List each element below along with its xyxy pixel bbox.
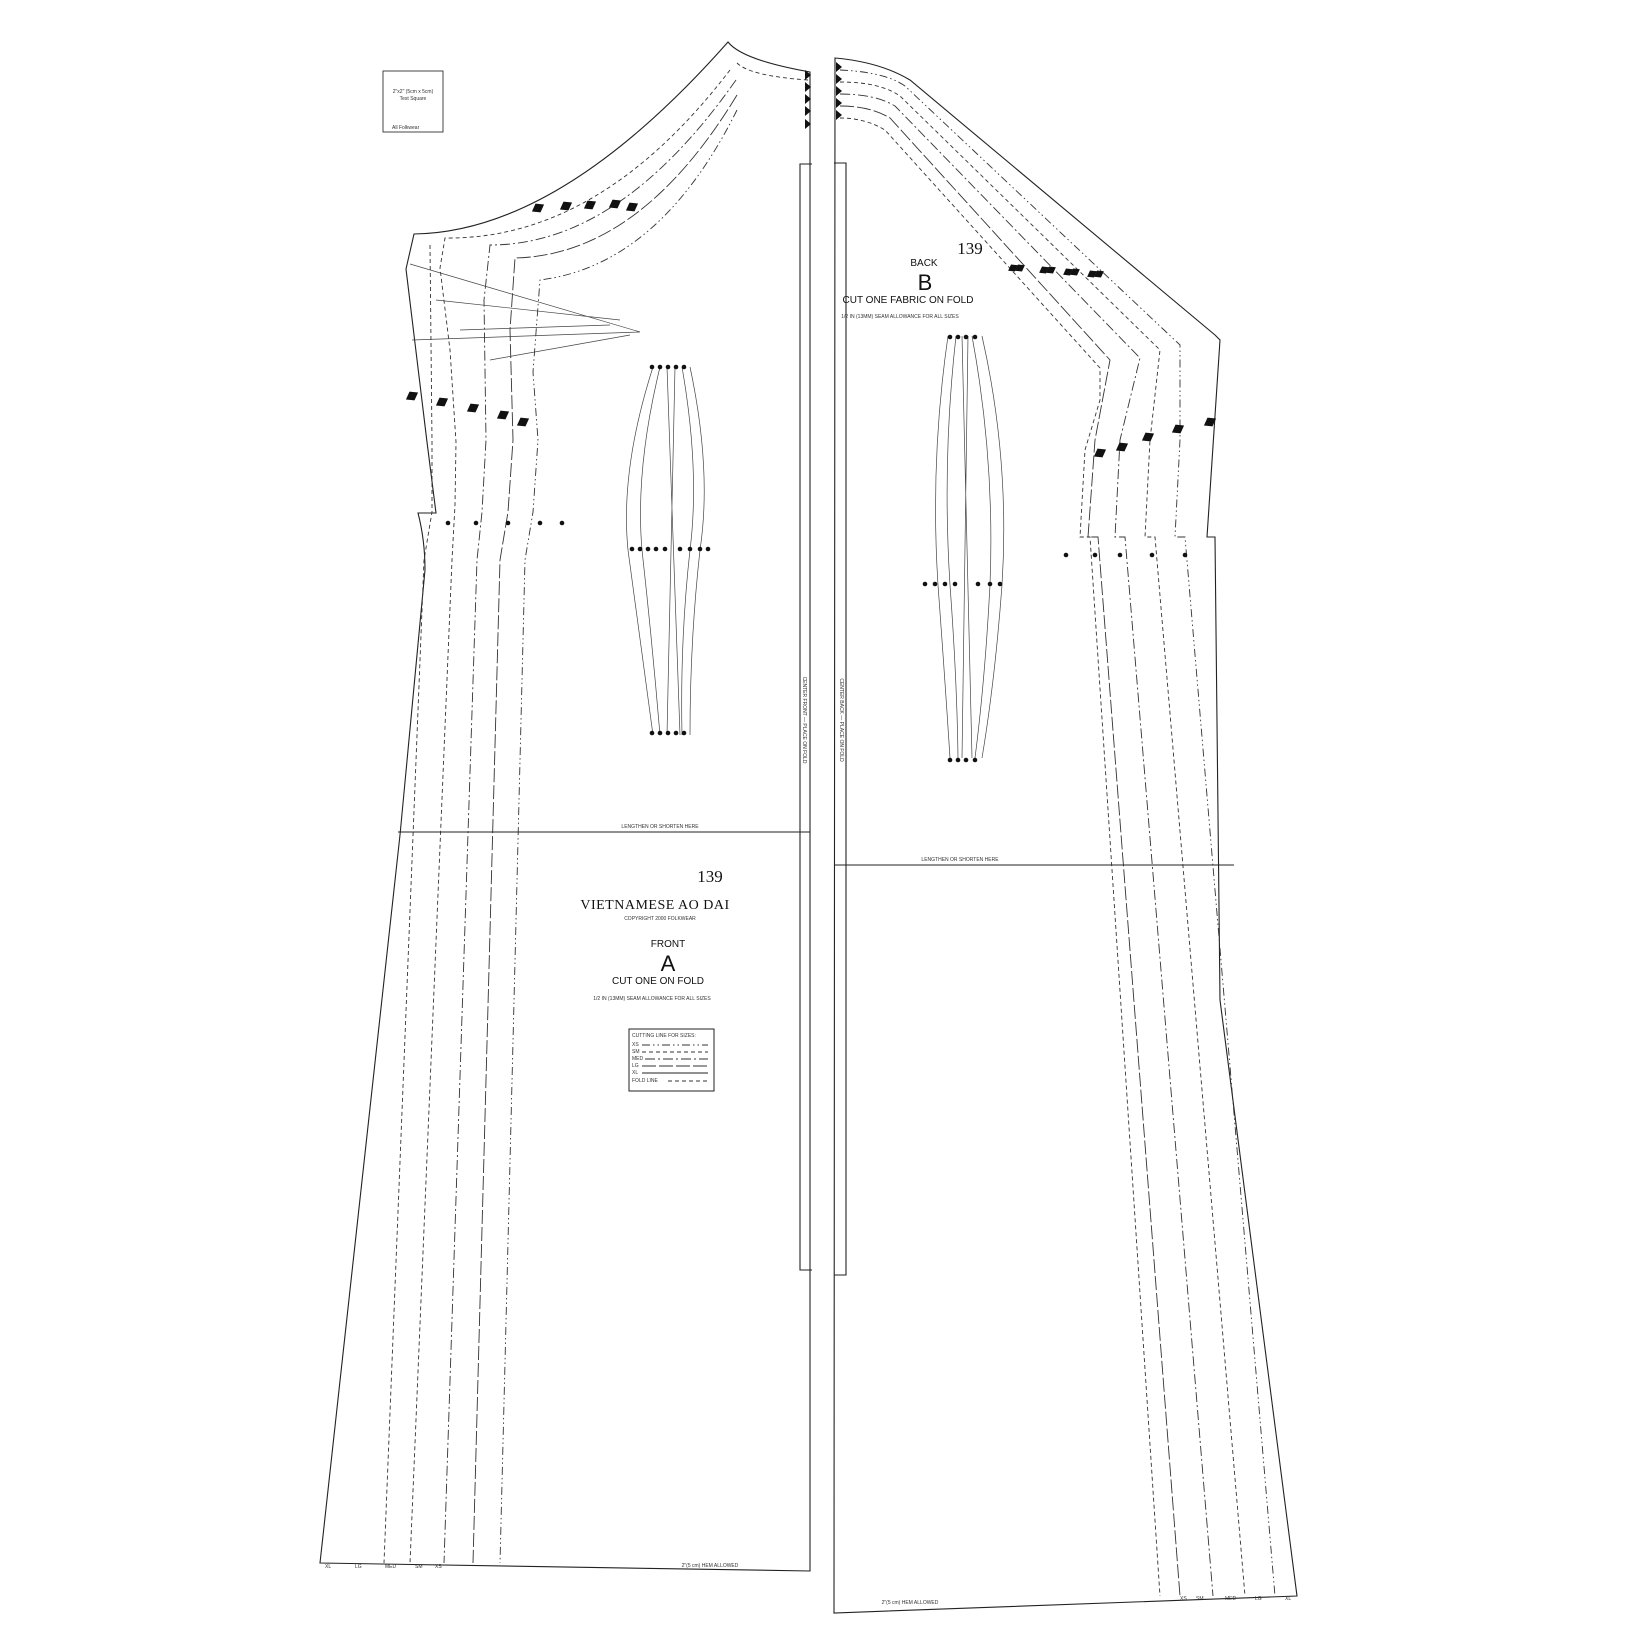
back-dart-bottom-dot (973, 758, 978, 763)
legend-title: CUTTING LINE FOR SIZES: (632, 1033, 696, 1039)
back-lengthen-label: LENGTHEN OR SHORTEN HERE (921, 857, 999, 863)
front-copyright: COPYRIGHT 2000 FOLKWEAR (624, 916, 696, 922)
front-dart-dot (654, 547, 659, 552)
size-tag: XS (435, 1564, 442, 1570)
legend-row-xs: XS (632, 1042, 639, 1048)
legend-row-lg: LG (632, 1063, 639, 1069)
back-seam-allowance: 1/2 IN (13MM) SEAM ALLOWANCE FOR ALL SIZES (841, 314, 959, 320)
size-tag: XL (325, 1564, 332, 1570)
test-square-brand: All Folkwear (392, 125, 420, 131)
front-side-notch (514, 414, 531, 430)
front-dart-top-dot (674, 365, 679, 370)
back-dart-top-dot (948, 335, 953, 340)
back-dart-dot (943, 582, 948, 587)
test-square (383, 71, 443, 132)
back-waist-dot (1093, 553, 1098, 558)
front-bust-dart (410, 264, 640, 360)
legend-row-med: MED (632, 1056, 644, 1062)
back-hem-note: 2"(5 cm) HEM ALLOWED (881, 1600, 939, 1606)
front-size-line-med (444, 80, 736, 1563)
back-cut-instruction: CUT ONE FABRIC ON FOLD (842, 295, 974, 306)
back-dart-dot (998, 582, 1003, 587)
back-shoulder-notch (836, 86, 842, 96)
back-dart-top-dot (973, 335, 978, 340)
front-side-notch (433, 394, 450, 410)
back-size-line-lg (840, 106, 1180, 1596)
front-dart-top-dot (666, 365, 671, 370)
back-side-notch (1169, 421, 1186, 437)
front-waist-dot (506, 521, 511, 526)
back-piece (834, 58, 1297, 1613)
size-tag: LG (1255, 1596, 1262, 1602)
legend-row-xl: XL (632, 1070, 639, 1076)
size-tag: SM (415, 1564, 423, 1570)
front-size-line-sm (410, 63, 808, 1563)
back-waist-dot (1150, 553, 1155, 558)
back-outline (834, 58, 1297, 1613)
size-tag: LG (355, 1564, 362, 1570)
front-side-notch (494, 407, 511, 423)
front-dart-dot (678, 547, 683, 552)
front-waist-dot (560, 521, 565, 526)
back-dart-bottom-dot (964, 758, 969, 763)
back-waist-dart (936, 336, 1004, 758)
legend-row-sm: SM (632, 1049, 640, 1055)
legend-row-fold: FOLD LINE (632, 1078, 658, 1084)
back-shoulder-notch (836, 110, 842, 120)
front-dart-bottom-dot (666, 731, 671, 736)
size-tag: MED (1225, 1596, 1237, 1602)
front-dart-bottom-dot (658, 731, 663, 736)
back-dart-dot (953, 582, 958, 587)
front-piece-letter: A (660, 951, 676, 976)
front-pattern-title: VIETNAMESE AO DAI (580, 898, 730, 913)
front-dart-dot (688, 547, 693, 552)
test-square-label: Test Square (399, 96, 427, 102)
front-neck-notch (606, 196, 623, 212)
front-dart-dot (646, 547, 651, 552)
back-shoulder-notch (836, 98, 842, 108)
front-dart-top-dot (682, 365, 687, 370)
front-dart-dot (638, 547, 643, 552)
front-outline (320, 42, 810, 1571)
back-waist-dot (1118, 553, 1123, 558)
front-dart-dot (706, 547, 711, 552)
front-fold-label: CENTER FRONT — PLACE ON FOLD (801, 676, 807, 764)
size-tag: XL (1285, 1596, 1292, 1602)
size-legend (629, 1029, 714, 1091)
front-waist-dot (474, 521, 479, 526)
back-dart-bottom-dot (956, 758, 961, 763)
front-side-notch (464, 400, 481, 416)
front-dart-dot (698, 547, 703, 552)
front-dart-dot (663, 547, 668, 552)
size-tag: MED (385, 1564, 397, 1570)
back-piece-letter: B (917, 270, 933, 295)
back-piece-name: BACK (910, 258, 938, 269)
front-lengthen-label: LENGTHEN OR SHORTEN HERE (621, 824, 699, 830)
front-piece (320, 42, 812, 1571)
size-tags (325, 1564, 1291, 1602)
front-cut-instruction: CUT ONE ON FOLD (611, 976, 705, 987)
back-side-notch (1201, 414, 1218, 430)
back-dart-top-dot (964, 335, 969, 340)
front-waist-dot (446, 521, 451, 526)
size-dots (446, 335, 1188, 763)
front-hem-note: 2"(5 cm) HEM ALLOWED (681, 1563, 739, 1569)
front-seam-allowance: 1/2 IN (13MM) SEAM ALLOWANCE FOR ALL SIZES (593, 996, 711, 1002)
back-shoulder-notch (836, 74, 842, 84)
front-pattern-number: 139 (697, 867, 723, 886)
back-waist-dot (1064, 553, 1069, 558)
size-tag: SM (1196, 1596, 1204, 1602)
front-dart-bottom-dot (682, 731, 687, 736)
front-piece-name: FRONT (650, 939, 686, 950)
front-dart-dot (630, 547, 635, 552)
front-waist-dot (538, 521, 543, 526)
notch-markers (403, 62, 1218, 461)
back-dart-dot (988, 582, 993, 587)
back-pattern-number: 139 (957, 239, 983, 258)
front-side-notch (403, 388, 420, 404)
back-dart-dot (923, 582, 928, 587)
front-dart-bottom-dot (674, 731, 679, 736)
back-waist-dot (1183, 553, 1188, 558)
back-side-notch (1113, 439, 1130, 455)
size-tag: XS (1180, 1596, 1187, 1602)
test-square-size: 2"x2" (5cm x 5cm) (392, 89, 434, 95)
front-dart-top-dot (650, 365, 655, 370)
front-dart-bottom-dot (650, 731, 655, 736)
back-dart-top-dot (956, 335, 961, 340)
front-neck-notch (529, 200, 546, 216)
back-dart-dot (976, 582, 981, 587)
back-fold-label: CENTER BACK — PLACE ON FOLD (838, 678, 844, 762)
back-dart-dot (933, 582, 938, 587)
front-dart-top-dot (658, 365, 663, 370)
front-size-line-xl (500, 110, 737, 1563)
back-side-notch (1139, 429, 1156, 445)
back-dart-bottom-dot (948, 758, 953, 763)
